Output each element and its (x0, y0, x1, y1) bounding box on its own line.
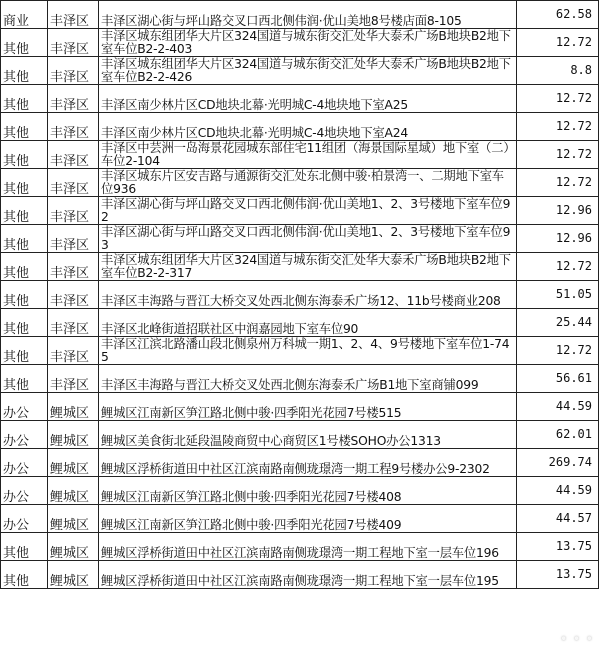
table-body (1, 1, 599, 589)
property-type-cell: 其他 (1, 169, 48, 197)
district-cell: 丰泽区 (48, 309, 99, 337)
table-row (1, 113, 599, 141)
area-cell: 12.72 (517, 29, 599, 57)
area-cell: 12.72 (517, 141, 599, 169)
area-cell: 12.72 (517, 169, 599, 197)
district-cell: 鲤城区 (48, 533, 99, 561)
table-row (1, 57, 599, 85)
property-type-cell: 其他 (1, 533, 48, 561)
property-type-cell: 其他 (1, 141, 48, 169)
address-cell: 丰泽区南少林片区CD地块北幕·光明城C-4地块地下室A24 (99, 113, 517, 141)
property-type-cell: 其他 (1, 337, 48, 365)
address-cell: 鲤城区江南新区笋江路北侧中骏·四季阳光花园7号楼408 (99, 477, 517, 505)
address-cell: 丰泽区湖心街与坪山路交叉口西北侧伟润·优山美地1、2、3号楼地下室车位92 (99, 197, 517, 225)
address-cell: 丰泽区中芸洲一岛海景花园城东部住宅11组团（海景国际星域）地下室（二）车位2-104 (99, 141, 517, 169)
area-cell: 12.72 (517, 85, 599, 113)
property-type-cell: 其他 (1, 561, 48, 589)
property-type-cell: 其他 (1, 197, 48, 225)
property-type-cell: 其他 (1, 309, 48, 337)
district-cell: 丰泽区 (48, 85, 99, 113)
property-type-cell: 其他 (1, 57, 48, 85)
table-row (1, 561, 599, 589)
table-row (1, 141, 599, 169)
table-row (1, 169, 599, 197)
property-type-cell: 办公 (1, 477, 48, 505)
address-cell: 鲤城区江南新区笋江路北侧中骏·四季阳光花园7号楼515 (99, 393, 517, 421)
address-cell: 丰泽区南少林片区CD地块北幕·光明城C-4地块地下室A25 (99, 85, 517, 113)
property-type-cell: 办公 (1, 393, 48, 421)
address-cell: 鲤城区江南新区笋江路北侧中骏·四季阳光花园7号楼409 (99, 505, 517, 533)
table-row (1, 253, 599, 281)
property-type-cell: 其他 (1, 29, 48, 57)
district-cell: 丰泽区 (48, 113, 99, 141)
area-cell: 12.72 (517, 113, 599, 141)
property-type-cell: 商业 (1, 1, 48, 29)
table-row (1, 393, 599, 421)
district-cell: 鲤城区 (48, 393, 99, 421)
address-cell: 鲤城区美食街北延段温陵商贸中心商贸区1号楼SOHO办公1313 (99, 421, 517, 449)
district-cell: 鲤城区 (48, 477, 99, 505)
district-cell: 丰泽区 (48, 225, 99, 253)
district-cell: 丰泽区 (48, 197, 99, 225)
table-row (1, 337, 599, 365)
area-cell: 44.59 (517, 393, 599, 421)
address-cell: 丰泽区湖心街与坪山路交叉口西北侧伟润·优山美地1、2、3号楼地下室车位93 (99, 225, 517, 253)
property-type-cell: 其他 (1, 85, 48, 113)
address-cell: 丰泽区城东组团华大片区324国道与城东街交汇处华大泰禾广场B地块B2地下室车位B2-2-317 (99, 253, 517, 281)
property-type-cell: 其他 (1, 281, 48, 309)
area-cell: 12.72 (517, 253, 599, 281)
property-type-cell: 其他 (1, 253, 48, 281)
area-cell: 12.96 (517, 225, 599, 253)
address-cell: 丰泽区丰海路与晋江大桥交叉处西北侧东海泰禾广场12、11b号楼商业208 (99, 281, 517, 309)
address-cell: 丰泽区城东片区安吉路与通源街交汇处东北侧中骏·柏景湾一、二期地下室车位936 (99, 169, 517, 197)
district-cell: 鲤城区 (48, 449, 99, 477)
area-cell: 56.61 (517, 365, 599, 393)
district-cell: 鲤城区 (48, 421, 99, 449)
address-cell: 鲤城区浮桥街道田中社区江滨南路南侧珑璟湾一期工程地下室一层车位196 (99, 533, 517, 561)
property-type-cell: 办公 (1, 505, 48, 533)
table-row (1, 309, 599, 337)
table-row (1, 197, 599, 225)
table-row (1, 477, 599, 505)
property-type-cell: 办公 (1, 449, 48, 477)
address-cell: 鲤城区浮桥街道田中社区江滨南路南侧珑璟湾一期工程地下室一层车位195 (99, 561, 517, 589)
table-row (1, 281, 599, 309)
property-type-cell: 办公 (1, 421, 48, 449)
area-cell: 44.57 (517, 505, 599, 533)
area-cell: 12.96 (517, 197, 599, 225)
area-cell: 25.44 (517, 309, 599, 337)
district-cell: 丰泽区 (48, 169, 99, 197)
area-cell: 13.75 (517, 533, 599, 561)
district-cell: 丰泽区 (48, 337, 99, 365)
district-cell: 丰泽区 (48, 281, 99, 309)
address-cell: 丰泽区湖心街与坪山路交叉口西北侧伟润·优山美地8号楼店面8-105 (99, 1, 517, 29)
table-row (1, 365, 599, 393)
area-cell: 62.58 (517, 1, 599, 29)
district-cell: 丰泽区 (48, 365, 99, 393)
address-cell: 丰泽区城东组团华大片区324国道与城东街交汇处华大泰禾广场B地块B2地下室车位B2-2-426 (99, 57, 517, 85)
district-cell: 丰泽区 (48, 1, 99, 29)
table-row (1, 449, 599, 477)
address-cell: 丰泽区北峰街道招联社区中润嘉园地下室车位90 (99, 309, 517, 337)
table-row (1, 29, 599, 57)
table-row (1, 85, 599, 113)
property-type-cell: 其他 (1, 113, 48, 141)
area-cell: 51.05 (517, 281, 599, 309)
district-cell: 丰泽区 (48, 253, 99, 281)
address-cell: 丰泽区城东组团华大片区324国道与城东街交汇处华大泰禾广场B地块B2地下室车位B2-2-403 (99, 29, 517, 57)
area-cell: 269.74 (517, 449, 599, 477)
address-cell: 鲤城区浮桥街道田中社区江滨南路南侧珑璟湾一期工程9号楼办公9-2302 (99, 449, 517, 477)
district-cell: 鲤城区 (48, 505, 99, 533)
area-cell: 62.01 (517, 421, 599, 449)
table-row (1, 505, 599, 533)
property-type-cell: 其他 (1, 365, 48, 393)
watermark-logo: • • • (560, 632, 594, 646)
table-row (1, 225, 599, 253)
district-cell: 丰泽区 (48, 141, 99, 169)
property-type-cell: 其他 (1, 225, 48, 253)
address-cell: 丰泽区江滨北路潘山段北侧泉州万科城一期1、2、4、9号楼地下室车位1-745 (99, 337, 517, 365)
table-row (1, 533, 599, 561)
area-cell: 12.72 (517, 337, 599, 365)
table-row (1, 1, 599, 29)
district-cell: 丰泽区 (48, 57, 99, 85)
area-cell: 44.59 (517, 477, 599, 505)
area-cell: 13.75 (517, 561, 599, 589)
area-cell: 8.8 (517, 57, 599, 85)
table-row (1, 421, 599, 449)
district-cell: 鲤城区 (48, 561, 99, 589)
address-cell: 丰泽区丰海路与晋江大桥交叉处西北侧东海泰禾广场B1地下室商铺099 (99, 365, 517, 393)
district-cell: 丰泽区 (48, 29, 99, 57)
